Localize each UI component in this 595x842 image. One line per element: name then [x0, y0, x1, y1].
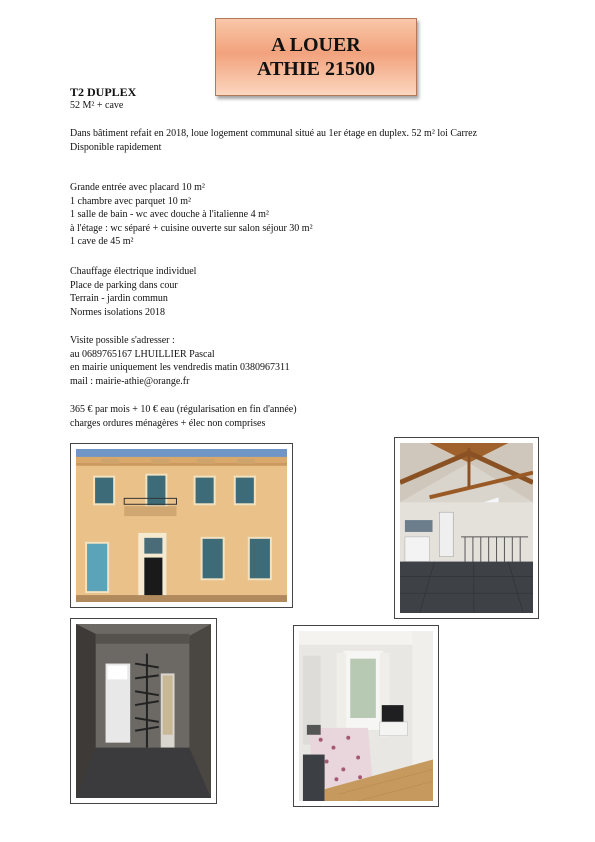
feature-item: Normes isolations 2018 — [70, 306, 165, 318]
listing-header — [70, 85, 550, 113]
feature-item: Chauffage électrique individuel — [70, 266, 197, 277]
features-list — [70, 265, 550, 319]
contact-email: mail : mairie-athie@orange.fr — [70, 375, 190, 387]
contact-town-hall: en mairie uniquement les vendredis matin 0380967311 — [70, 362, 290, 373]
feature-item: Terrain - jardin commun — [70, 293, 168, 304]
charges-line: charges ordures ménagères + élec non comprises — [70, 417, 266, 429]
room-item: Grande entrée avec placard 10 m² — [70, 182, 205, 193]
availability-text: Disponible rapidement — [70, 141, 162, 153]
room-item: à l'étage : wc séparé + cuisine ouverte sur salon séjour 30 m² — [70, 222, 313, 234]
room-item: 1 cave de 45 m² — [70, 236, 134, 247]
banner-line-2: ATHIE 21500 — [257, 58, 375, 80]
room-item: 1 chambre avec parquet 10 m² — [70, 195, 192, 207]
listing-subtitle: 52 M² + cave — [70, 100, 124, 111]
room-item: 1 salle de bain - wc avec douche à l'italienne 4 m² — [70, 209, 269, 220]
contact-block — [70, 334, 550, 388]
hallway-spiral-stair-photo — [70, 618, 217, 804]
loft-kitchen-photo — [394, 437, 539, 619]
feature-item: Place de parking dans cour — [70, 279, 178, 291]
listing-title: T2 DUPLEX — [70, 85, 137, 99]
building-facade-photo — [70, 443, 293, 608]
rooms-list — [70, 181, 550, 249]
contact-line: Visite possible s'adresser : — [70, 335, 175, 346]
price-block — [70, 403, 550, 430]
description-text: Dans bâtiment refait en 2018, loue logement communal situé au 1er étage en duplex. 52 m² loi Carrez — [70, 128, 478, 139]
banner-line-1: A LOUER — [271, 34, 361, 56]
bedroom-photo — [293, 625, 439, 807]
price-line: 365 € par mois + 10 € eau (régularisation en fin d'année) — [70, 404, 297, 415]
contact-phone: au 0689765167 LHUILLIER Pascal — [70, 348, 215, 360]
listing-description — [70, 127, 530, 154]
